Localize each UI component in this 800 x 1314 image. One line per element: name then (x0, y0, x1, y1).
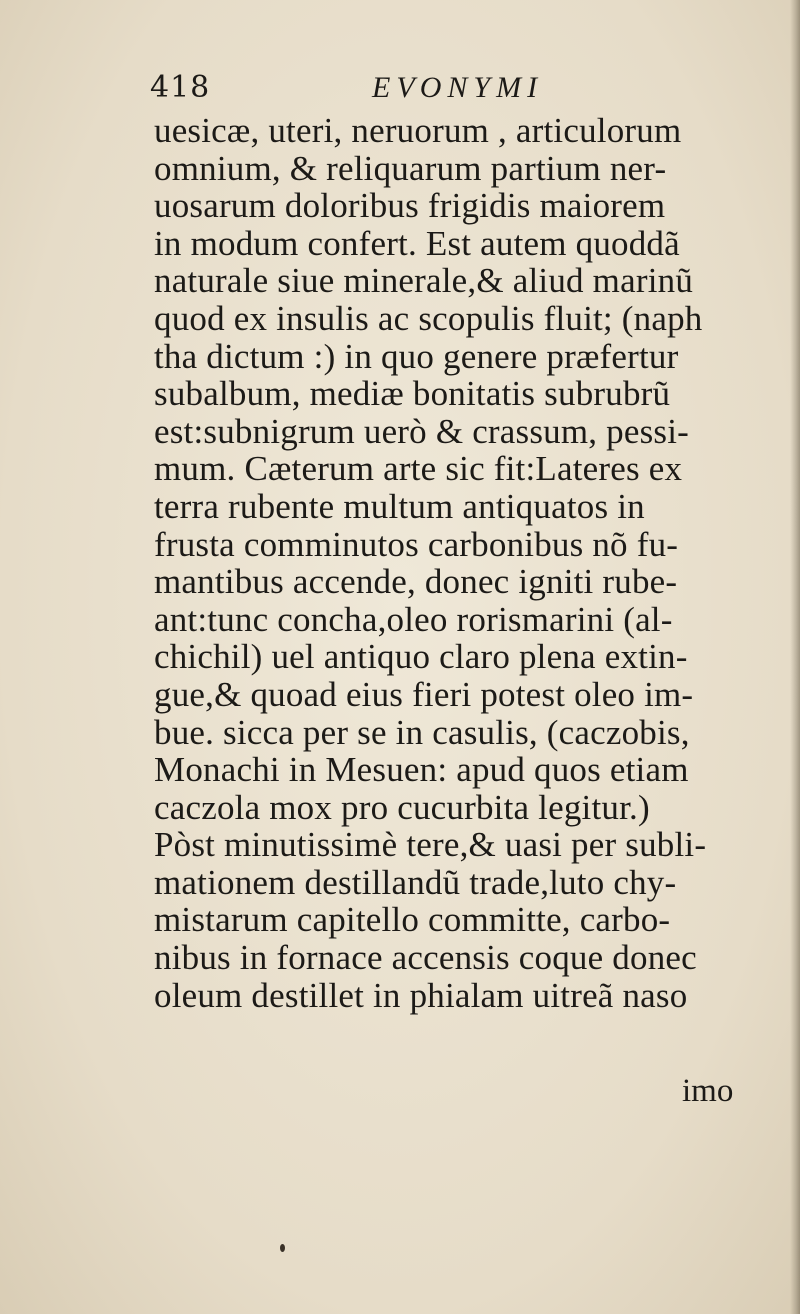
text-line: gue,& quoad eius fieri potest oleo im- (154, 674, 694, 714)
text-line: ant:tunc concha,oleo rorismarini (al- (154, 599, 673, 639)
text-line: tha dictum :) in quo genere præfertur (154, 336, 679, 376)
running-title: EVONYMI (372, 71, 544, 104)
text-line: caczola mox pro cucurbita legitur.) (154, 787, 650, 827)
text-line: est:subnigrum uerò & crassum, pessi- (154, 411, 690, 451)
text-line: quod ex insulis ac scopulis fluit; (naph (154, 298, 703, 338)
text-line: naturale siue minerale,& aliud marinũ (154, 261, 694, 301)
text-line: chichil) uel antiquo claro plena extin- (154, 637, 688, 677)
page-edge-shadow (790, 0, 800, 1314)
text-line: subalbum, mediæ bonitatis subrubrũ (154, 374, 671, 414)
catchword: imo (682, 1073, 734, 1109)
text-line: frusta comminutos carbonibus nõ fu- (154, 524, 679, 564)
page-header (150, 68, 650, 114)
text-line: bue. sicca per se in casulis, (caczobis, (154, 712, 690, 752)
page-number: 418 (150, 70, 211, 105)
text-line: Monachi in Mesuen: apud quos etiam (154, 750, 689, 790)
text-line: oleum destillet in phialam uitreã naso (154, 975, 688, 1015)
text-line: omnium, & reliquarum partium ner- (154, 148, 667, 188)
text-line: uesicæ, uteri, neruorum , articulorum (154, 111, 682, 150)
text-line: mistarum capitello committe, carbo- (154, 900, 671, 940)
text-line: mantibus accende, donec igniti rube- (154, 562, 678, 602)
text-line: uosarum doloribus frigidis maiorem (154, 186, 666, 226)
text-line: in modum confert. Est autem quoddã (154, 223, 680, 263)
text-line: nibus in fornace accensis coque donec (154, 938, 697, 978)
ink-speck (280, 1244, 285, 1252)
text-line: mationem destillandũ trade,luto chy- (154, 862, 677, 902)
text-line: Pòst minutissimè tere,& uasi per subli- (154, 825, 707, 865)
text-line: mum. Cæterum arte sic fit:Lateres ex (154, 449, 683, 489)
text-line: terra rubente multum antiquatos in (154, 486, 645, 526)
body-text (154, 112, 764, 1014)
